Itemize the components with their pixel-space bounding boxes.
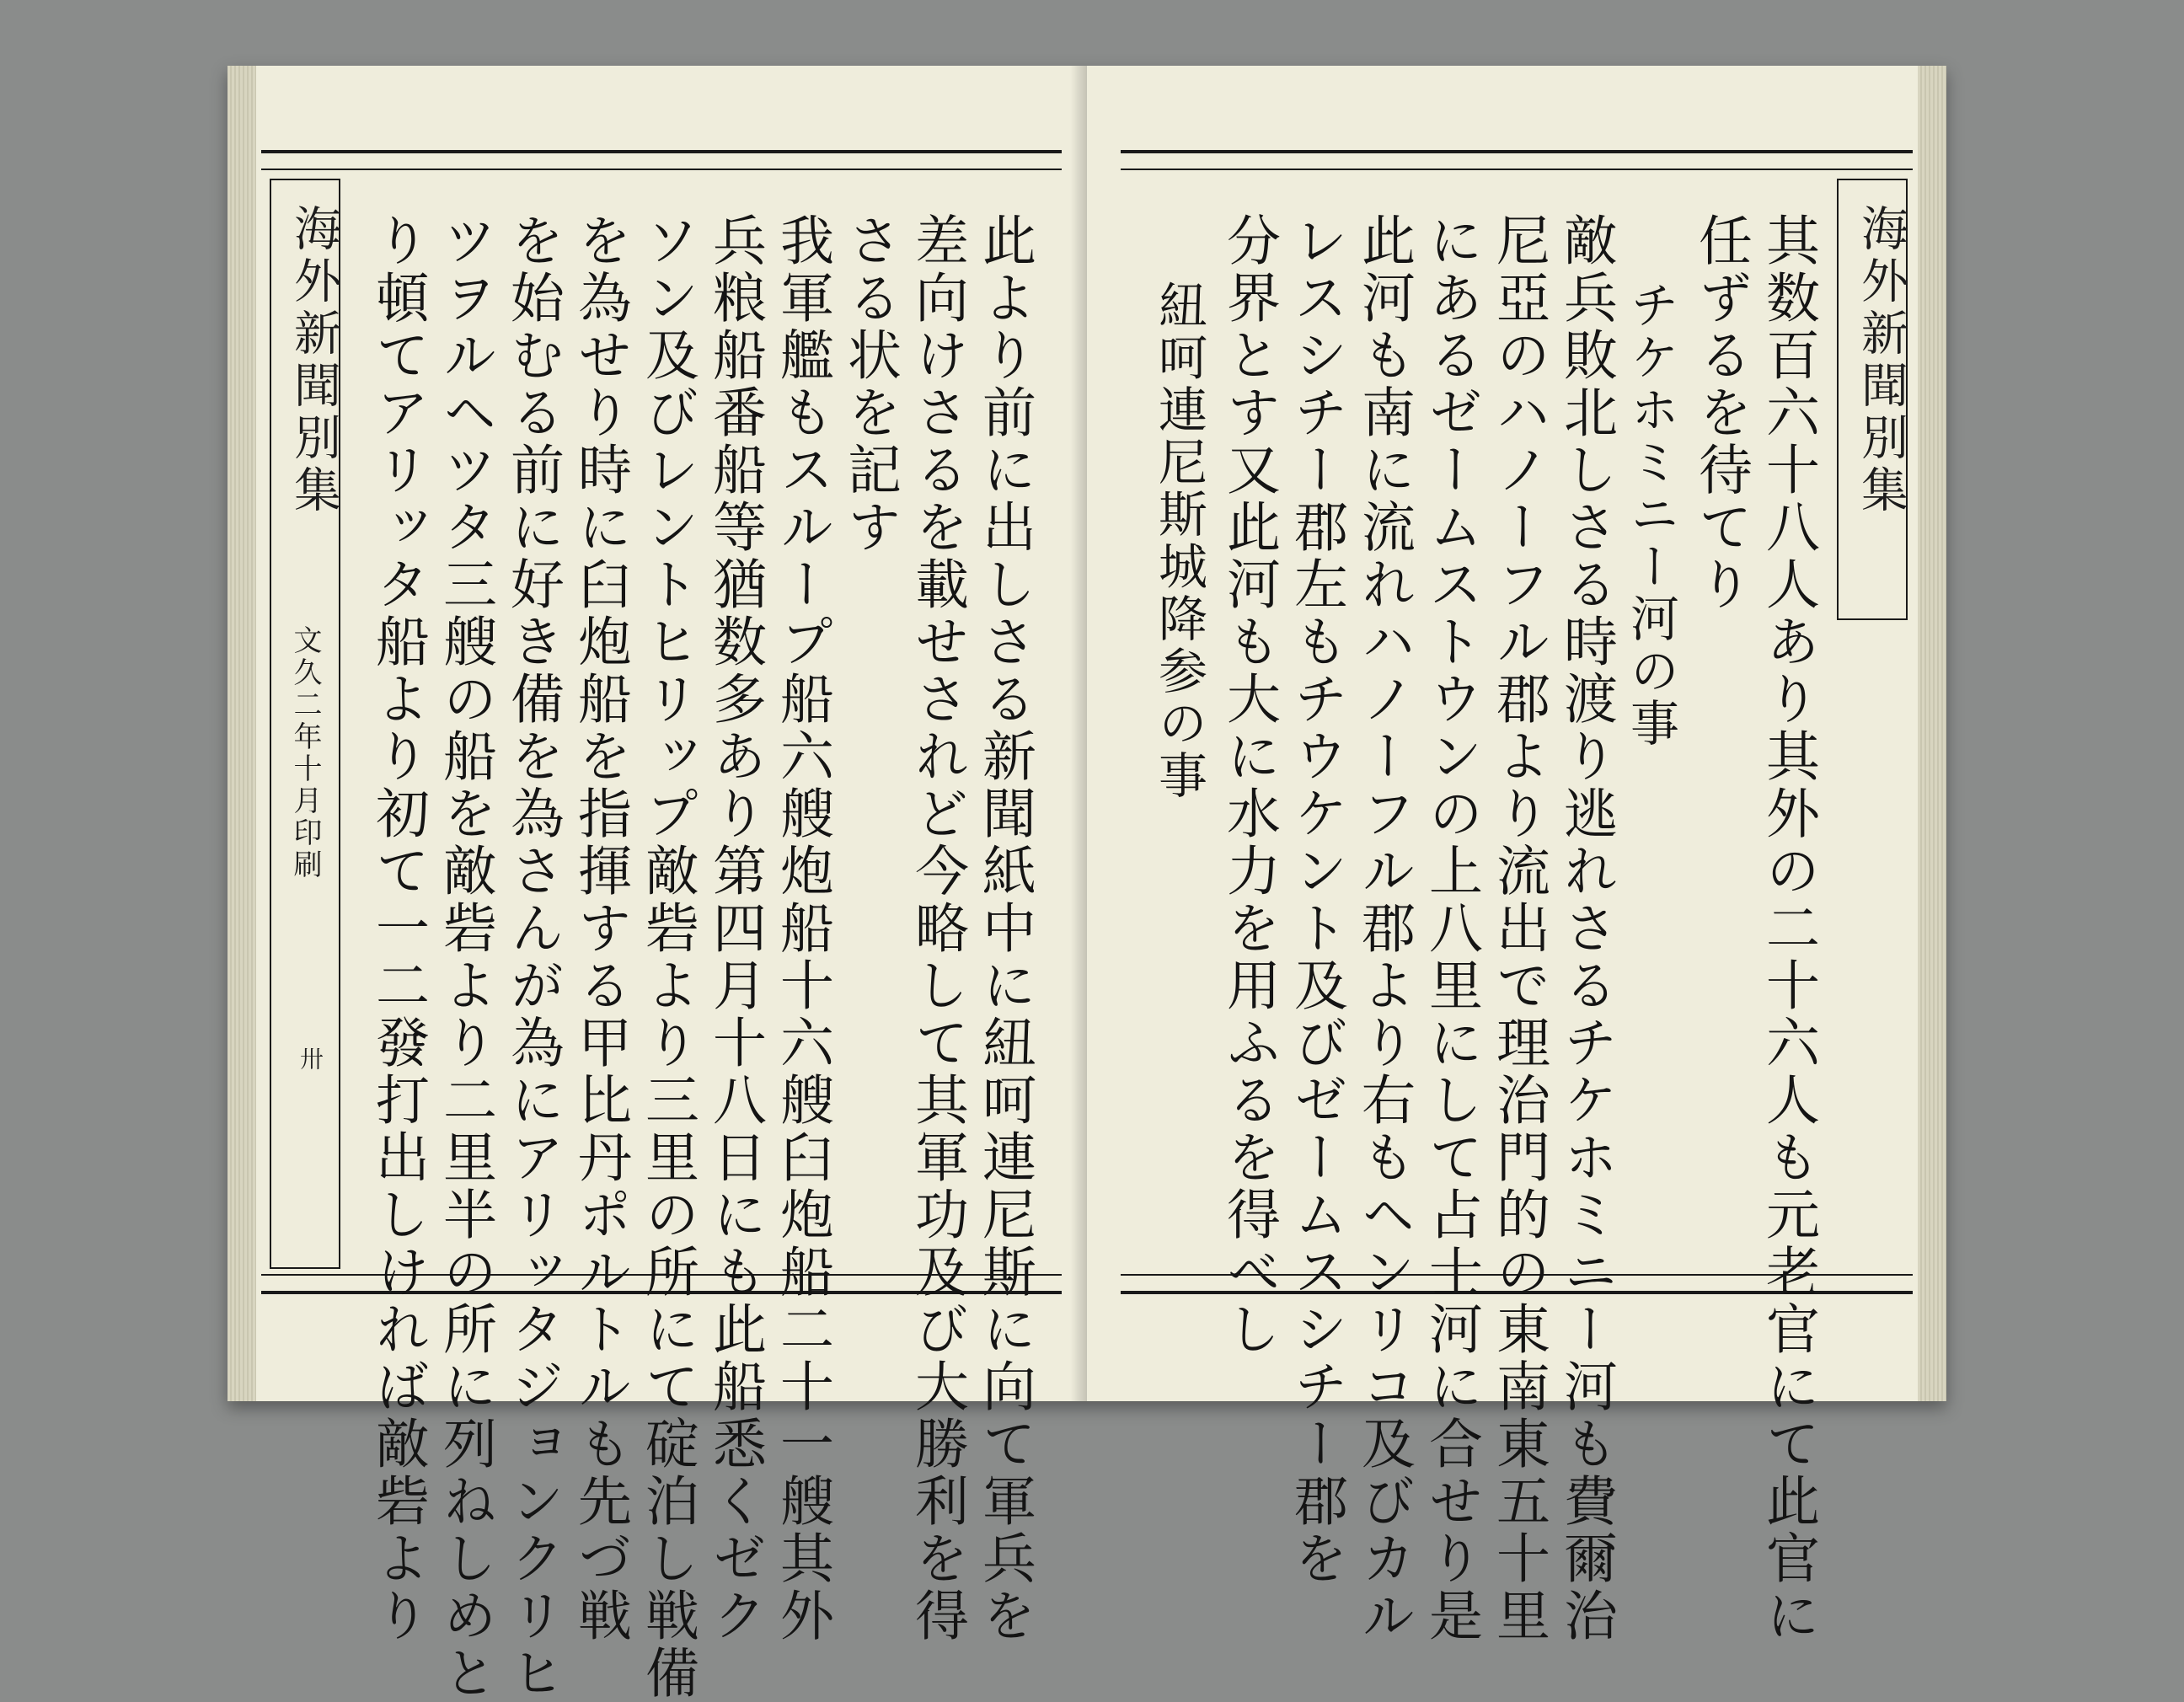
text-column: 我軍艦もスループ船六艘炮船十六艘臼炮船二十一艘其外 xyxy=(771,212,833,1645)
side-title: 海外新聞別集 xyxy=(1854,204,1908,517)
text-column: り頓てアリッタ船より初て一二發打出しければ敵砦より xyxy=(367,212,429,1645)
text-column: ソン及びレントヒリップ敵砦より三里の所にて碇泊し戦備 xyxy=(636,212,699,1702)
text-column: を為せり時に臼炮船を指揮する甲比丹ポルトルも先づ戦 xyxy=(569,212,631,1645)
text-column: 此より前に出しさる新聞紙中に紐呵連尼斯に向て軍兵を xyxy=(973,212,1036,1645)
text-column: さる状を記す xyxy=(838,212,901,556)
section-heading: チケホミニー河の事 xyxy=(1622,280,1679,750)
side-title: 海外新聞別集 xyxy=(286,204,341,517)
left-page xyxy=(228,66,1087,1702)
text-column: 尼亞のハノーフル郡より流出で理治門的の東南東五十里 xyxy=(1487,212,1550,1645)
frame-inner-rule xyxy=(261,169,1062,170)
text-column: 其数百六十八人あり其外の二十六人も元老官にて此官に xyxy=(1757,212,1819,1645)
frame-inner-rule xyxy=(1121,169,1913,170)
text-column: 此河も南に流れハノーフル郡より右もヘンリコ及びカル xyxy=(1352,212,1415,1645)
text-column: を始むる前に好き備を為さんが為にアリッタジョンクリヒ xyxy=(501,212,564,1702)
text-column: 兵粮船番船等猶数多あり第四月十八日にも此船悉くゼク xyxy=(704,212,766,1645)
right-page xyxy=(1087,66,1946,1645)
text-column: レスシチー郡左もチウケント及びゼームスシチー郡を xyxy=(1285,212,1347,1587)
text-column: 分界とす又此河も大に水力を用ふるを得べし xyxy=(1218,212,1280,1358)
text-column: 敵兵敗北しさる時渡り逃れさるチケホミニー河も費爾治 xyxy=(1555,212,1617,1645)
text-column: 任ずるを待てり xyxy=(1689,212,1752,613)
imprint-date: 文久二年十月印刷 xyxy=(288,625,322,881)
section-heading: 紐呵連尼斯城降参の事 xyxy=(1150,280,1207,802)
left-text-frame xyxy=(261,150,1062,1702)
text-column: ツヲルヘツタ三艘の船を敵砦より二里半の所に列ねしめと xyxy=(434,212,496,1702)
page-edge-stack xyxy=(228,66,256,1401)
page-edge-stack xyxy=(1918,66,1946,1401)
text-column: 差向けさるを載せされど今略して其軍功及び大勝利を得 xyxy=(906,212,968,1645)
right-text-frame xyxy=(1121,150,1913,1645)
open-book xyxy=(228,66,1946,1702)
text-column: にあるゼームストウンの上八里にして占士河に合せり是 xyxy=(1420,212,1482,1645)
folio-number: 卅 xyxy=(297,1046,324,1070)
